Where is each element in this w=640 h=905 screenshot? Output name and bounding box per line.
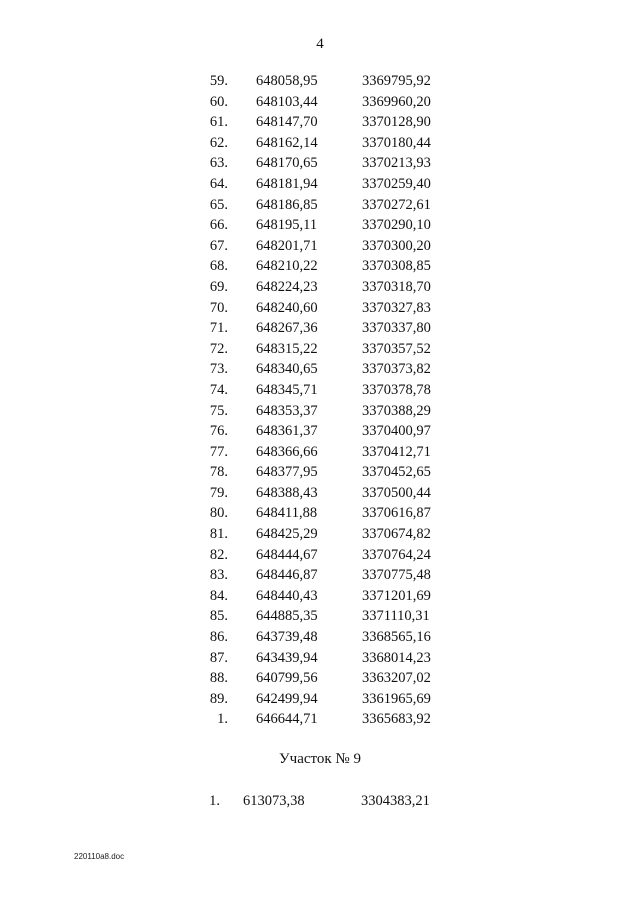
- y-coordinate: 3361965,69: [362, 690, 431, 707]
- y-coordinate: 3370616,87: [362, 505, 431, 522]
- x-coordinate: 648315,22: [256, 340, 318, 357]
- x-coordinate: 648345,71: [256, 381, 318, 398]
- coordinate-row: [0, 421, 640, 442]
- point-number: 59.: [209, 73, 228, 89]
- x-coordinate: 648170,65: [256, 155, 318, 172]
- y-coordinate: 3368014,23: [362, 649, 431, 666]
- x-coordinate: 648377,95: [256, 464, 318, 481]
- point-number: 86.: [209, 629, 228, 646]
- point-number: 67.: [209, 237, 228, 254]
- x-coordinate: 648224,23: [256, 278, 318, 295]
- coordinate-row: [0, 71, 640, 92]
- x-coordinate: 648210,22: [256, 258, 318, 275]
- footer-filename: 220110a8.doc: [74, 852, 125, 861]
- point-number: 84.: [209, 587, 228, 604]
- coordinate-row: [0, 339, 640, 360]
- x-coordinate: 640799,56: [256, 670, 318, 687]
- point-number: 60.: [209, 93, 228, 110]
- coordinate-row: [0, 627, 640, 648]
- coordinate-row: [0, 668, 640, 689]
- coordinate-row: [0, 483, 640, 504]
- point-number: 85.: [209, 608, 228, 625]
- y-coordinate: 3370674,82: [362, 526, 431, 543]
- coordinate-row: [0, 606, 640, 627]
- x-coordinate: 648388,43: [256, 484, 318, 501]
- point-number: 83.: [209, 567, 228, 584]
- coordinate-row: [0, 380, 640, 401]
- x-coordinate: 648361,37: [256, 423, 318, 440]
- y-coordinate: 3370412,71: [362, 443, 431, 460]
- y-coordinate: 3371110,31: [362, 608, 430, 625]
- point-number: 75.: [209, 402, 228, 419]
- coordinate-row: [0, 92, 640, 113]
- coordinate-row: [0, 586, 640, 607]
- x-coordinate: 648425,29: [256, 526, 318, 543]
- point-number: 71.: [209, 320, 228, 337]
- x-coordinate: 648267,36: [256, 320, 318, 337]
- x-coordinate: 646644,71: [256, 711, 318, 728]
- coordinate-row: [0, 401, 640, 422]
- y-coordinate: 3369960,20: [362, 93, 431, 110]
- point-number: 76.: [209, 423, 228, 440]
- y-coordinate: 3304383,21: [361, 793, 430, 809]
- coordinate-row: [0, 112, 640, 133]
- y-coordinate: 3370327,83: [362, 299, 431, 316]
- point-number: 68.: [209, 258, 228, 275]
- point-number: 65.: [209, 196, 228, 213]
- point-number: 89.: [209, 690, 228, 707]
- x-coordinate: 643439,94: [256, 649, 318, 666]
- x-coordinate: 648186,85: [256, 196, 318, 213]
- point-number: 74.: [209, 381, 228, 398]
- x-coordinate: 648103,44: [256, 93, 318, 110]
- coordinate-row: [0, 133, 640, 154]
- point-number: 70.: [209, 299, 228, 316]
- point-number: 79.: [209, 484, 228, 501]
- x-coordinate: 648201,71: [256, 237, 318, 254]
- section-coordinates-table: [0, 791, 640, 812]
- y-coordinate: 3370337,80: [362, 320, 431, 337]
- point-number: 63.: [209, 155, 228, 172]
- y-coordinate: 3371201,69: [362, 587, 431, 604]
- y-coordinate: 3368565,16: [362, 629, 431, 646]
- point-number: 73.: [209, 361, 228, 378]
- y-coordinate: 3370775,48: [362, 567, 431, 584]
- x-coordinate: 648195,11: [256, 217, 318, 234]
- x-coordinate: 648444,67: [256, 546, 318, 563]
- x-coordinate: 648353,37: [256, 402, 318, 419]
- coordinate-row: [0, 648, 640, 669]
- coordinate-row: [0, 236, 640, 257]
- coordinate-row: [0, 359, 640, 380]
- point-number: 61.: [209, 114, 228, 131]
- point-number: 66.: [209, 217, 228, 234]
- x-coordinate: 648366,66: [256, 443, 318, 460]
- y-coordinate: 3370300,20: [362, 237, 431, 254]
- x-coordinate: 642499,94: [256, 690, 318, 707]
- point-number: 82.: [209, 546, 228, 563]
- point-number: 1.: [217, 711, 228, 728]
- coordinate-row: [0, 524, 640, 545]
- y-coordinate: 3370357,52: [362, 340, 431, 357]
- y-coordinate: 3370388,29: [362, 402, 431, 419]
- x-coordinate: 648162,14: [256, 134, 318, 151]
- coordinate-row: [0, 174, 640, 195]
- point-number: 64.: [209, 175, 228, 192]
- y-coordinate: 3370373,82: [362, 361, 431, 378]
- coordinate-row: [0, 318, 640, 339]
- y-coordinate: 3365683,92: [362, 711, 431, 728]
- y-coordinate: 3370213,93: [362, 155, 431, 172]
- point-number: 72.: [209, 340, 228, 357]
- y-coordinate: 3370180,44: [362, 134, 431, 151]
- coordinate-row: [0, 503, 640, 524]
- x-coordinate: 648340,65: [256, 361, 318, 378]
- point-number: 77.: [209, 443, 228, 460]
- coordinate-row: [0, 462, 640, 483]
- x-coordinate: 648147,70: [256, 114, 318, 131]
- coordinate-row: [0, 709, 640, 730]
- point-number: 62.: [209, 134, 228, 151]
- coordinate-row: [0, 689, 640, 710]
- x-coordinate: 644885,35: [256, 608, 318, 625]
- x-coordinate: 648440,43: [256, 587, 318, 604]
- coordinate-row: [0, 442, 640, 463]
- coordinate-row: [0, 277, 640, 298]
- y-coordinate: 3369795,92: [362, 73, 431, 89]
- point-number: 87.: [209, 649, 228, 666]
- point-number: 78.: [209, 464, 228, 481]
- coordinates-table: [0, 71, 640, 730]
- x-coordinate: 648446,87: [256, 567, 318, 584]
- coordinate-row: [0, 565, 640, 586]
- y-coordinate: 3370272,61: [362, 196, 431, 213]
- y-coordinate: 3370308,85: [362, 258, 431, 275]
- x-coordinate: 648058,95: [256, 73, 318, 89]
- x-coordinate: 648411,88: [256, 505, 318, 522]
- point-number: 88.: [209, 670, 228, 687]
- coordinate-row: [0, 153, 640, 174]
- coordinate-row: [0, 256, 640, 277]
- coordinate-row: [0, 545, 640, 566]
- coordinate-row: [0, 791, 640, 812]
- y-coordinate: 3370764,24: [362, 546, 431, 563]
- point-number: 80.: [209, 505, 228, 522]
- y-coordinate: 3370500,44: [362, 484, 431, 501]
- coordinate-row: [0, 195, 640, 216]
- y-coordinate: 3370452,65: [362, 464, 431, 481]
- coordinate-row: [0, 215, 640, 236]
- y-coordinate: 3370128,90: [362, 114, 431, 131]
- page-number: 4: [316, 36, 324, 52]
- point-number: 69.: [209, 278, 228, 295]
- x-coordinate: 648181,94: [256, 175, 318, 192]
- coordinate-row: [0, 298, 640, 319]
- point-number: 81.: [209, 526, 228, 543]
- point-number: 1.: [209, 793, 220, 809]
- section-title: Участок № 9: [279, 751, 361, 767]
- x-coordinate: 648240,60: [256, 299, 318, 316]
- y-coordinate: 3370290,10: [362, 217, 431, 234]
- x-coordinate: 643739,48: [256, 629, 318, 646]
- x-coordinate: 613073,38: [243, 793, 305, 809]
- y-coordinate: 3370378,78: [362, 381, 431, 398]
- y-coordinate: 3370259,40: [362, 175, 431, 192]
- y-coordinate: 3370400,97: [362, 423, 431, 440]
- y-coordinate: 3370318,70: [362, 278, 431, 295]
- y-coordinate: 3363207,02: [362, 670, 431, 687]
